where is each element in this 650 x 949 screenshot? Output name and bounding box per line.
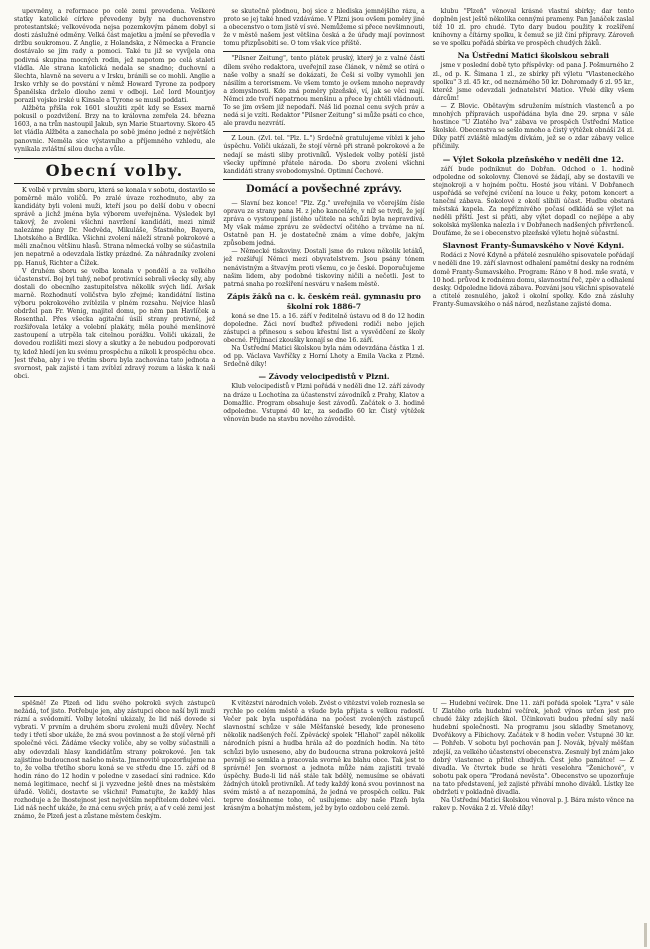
section-heading-domaci-zpravy: Domácí a povšechné zprávy. bbox=[223, 179, 424, 197]
bottom-section bbox=[14, 696, 634, 943]
article-text: upevněny, a reformace po celé zemi provedena. Veškeré statky katolické církve převedeny byly na duchovenstvo protestantské; velkovévoda nejsa pozemkovým pánem dobyl si dosti záslužné odměny. Velká část majetku a jmění se převedla v držbu soukromou. Z Anglie, z Holandska, z Německa a Francie dostávalo se jim rady a pomoci. Také tu již se vyvíjela ona podivná skupina mocných rodin, jež napotom po celá staletí vládla. Ale strana katolická nedala se snadno; duchovní a šlechta, hlavně na severu a v Irsku, bránili se co mohli. Anglie a Irsko vrhly se do povstání v němž Howard Tyrone za podpory Španělska drželo dlouho zemi v odboji. Leč lord Mountjoy porazil vojsko irské u Kinsale a Tyrone se musil poddati. bbox=[14, 8, 216, 105]
article-text: Alžběta přišla rok 1601 sloužiti zpět kdy se Essex marně pokusil o pozdvižení. Brzy na to královna zemřela 24. března 1603, a na trůn nastoupil Jakub, syn Marie Stuartovny. Skoro 45 let vládla Alžběta a zanechala po sobě jméno jedné z největších panovnic. Neměla sice výstavního a příjemného vzhledu, ale vynikala zvláštní silou ducha a vůle. bbox=[14, 105, 216, 153]
article-text: klubu "Plzeň" věnoval krásné vlastní sbírky; dar tento doplněn jest ještě několika cennými prameny. Pan Janáček zaslal též 10 zl. pro chudé. Tyto dary budou použity k rozšíření knihovny a čítárny spolku, k čemuž se již činí přípravy. Zároveň se ve spolku pořádá sbírka ve prospěch chudých žáků. bbox=[432, 8, 634, 48]
page-edge-mark bbox=[644, 923, 647, 947]
news-heading-slavnost: Slavnost Franty-Šumavského v Nové Kdyni. bbox=[442, 241, 625, 251]
news-item: Rodáci z Nové Kdyně a přátelé zesnulého spisovatele pořádají v neděli dne 19. září slavnost odhalení pamětní desky na rodném domě Franty-Šumavského. Program: Ráno v 8 hod. mše svatá, v 10 hod. průvod k rodnému domu, slavnostní řeč, zpěv a odhalení desky. Odpoledne lidová zábava. Pozváni jsou všichni spisovatelé a ctitelé zesnulého, jakož i okolní spolky. Kdo zná zásluhy Franty-Šumavského o náš národ, nezůstane zajisté doma. bbox=[432, 252, 634, 308]
article-text: spěšně! Že Plzeň od lidu svého pokroků svých zástupců nežádá, toť jisto. Potřebuje jen, aby zástupci obce naší byli muži rázní a svědomití. Volby letošní ukázaly, že lid náš dovede si vybrati. V prvním a druhém sboru zvoleni muži důvěry. Nechť tedy i třetí sbor ukáže, že zná svou povinnost a že stojí věrně při společné věci. Žádáme všecky voliče, aby se volby súčastnili a aby odevzdali hlasy kandidátům strany pokrokové. Jen tak zajistíme budoucnost našeho města. Jmenovitě upozorňujeme na to, že volba třetího sboru koná se ve středu dne 15. září od 8 hodin ráno do 12 hodin v poledne v zasedací síni radnice. Kdo nemá legitimace, nechť si ji vyzvedne ještě dnes na městském úřadě. Voliči, dostavte se všichni! Pamatujte, že každý hlas rozhoduje a že lhostejnost jest největším nepřítelem dobré věci. Lid náš nechť ukáže, že zná cenu svých práv, a ať v celé zemi jest známo, že Plzeň jest a zůstane městem českým. bbox=[14, 700, 216, 821]
news-item: Klub velocipedistů v Plzni pořádá v neděli dne 12. září závody na dráze u Lochotína za účastenství závodníků z Prahy, Klatov a Domažlic. Program obsahuje šest závodů. Začátek o 3. hodině odpoledne. Vstupné 40 kr., za sedadlo 60 kr. Čistý výtěžek věnován bude na stavbu nového závodiště. bbox=[223, 383, 425, 423]
divider bbox=[223, 131, 424, 132]
article-text: Z Loun. (Zvl. tel. "Plz. L.") Srdečně gratulujeme vítězi k jeho úspěchu. Voliči ukázali, že stojí věrně při straně pokrokové a že nedají se másti sliby protivníků. Výsledek volby potěší jistě všecky upřímné přátele národa. Do sboru zvoleni všichni kandidáti strany svobodomyslné. Optimní Čechové. bbox=[223, 135, 425, 175]
news-item: — Z Blovic. Obětavým sdružením místních vlastenců a po mnohých přípravách uspořádána byla dne 29. srpna v sále hostince "U Zlatého lva" zábava ve prospěch Ústřední Matice školské. Obecenstva se sešlo mnoho a čistý výtěžek obnáší 24 zl. Díky patří zvláště mladým dívkám, jež se o zdar zábavy velice přičinily. bbox=[432, 102, 634, 151]
article-text: Na Ústřední Matici školskou věnoval p. J. Bára místo věnce na rakev p. Nováka 2 zl. Vřelé díky! bbox=[432, 797, 634, 813]
news-item: — Slavní bez konce! "Plz. Zg." uveřejnila ve včerejším čísle opravu ze strany pana H. z jeho kanceláře, v níž se tvrdí, že její zpráva o vystoupení jistého učitele na schůzi byla nepravdivá. My však máme zprávu ze svědectví očitého a trváme na ní. Ostatně pan H. je dostatečně znám a víme dobře, jakým způsobem jedná. bbox=[223, 199, 425, 248]
news-item: Na Ústřední Matici školskou byla nám odevzdána částka 1 zl. od pp. Václava Vavříčky z Horní Lhoty a Emila Vacka z Plzně. Srdečně díky! bbox=[223, 345, 425, 369]
news-heading-vylet-sokola: — Výlet Sokola plzeňského v neděli dne 12. bbox=[442, 154, 624, 164]
column-left bbox=[14, 8, 215, 696]
news-item: září bude podniknut do Dobřan. Odchod o 1. hodině odpoledne od sokolovny. Členové se žádají, aby se dostavili ve stejnokroji a v hojném počtu. Hosté jsou vítáni. V Dobřanech uspořádá se veřejné cvičení na louce u řeky, potom koncert a taneční zábava. Sokolové z okolí slíbili účast. Hudbu obstará městská kapela. Za nepříznivého počasí odkládá se výlet na neděli příští. Jest si přáti, aby výlet dopadl co nejlépe a aby sokolská myšlenka nalezla i v Dobřanech nadšených přívrženců. Doufáme, že se i obecenstvo plzeňské výletu hojně súčastní. bbox=[432, 165, 634, 238]
bottom-column-right bbox=[433, 700, 634, 943]
article-text: "Pilsner Zeitung", tento plátek pruský, který je z valné části dílem svého redaktora, uveřejnil zase článek, v němž se otírá o naše volby a snaží se dokázati, že Češi si volby vymohli jen násilím a terorismem. Ve všem tomto je ovšem mnoho nepravdy a zlomyslnosti. Kdo zná poměry plzeňské, ví, jak se věci mají. Němci zde tvoří nepatrnou menšinu a přece by chtěli vládnouti. To se jim ovšem již nepodaří. Náš lid poznal cenu svých práv a nedá si je vzíti. Redaktor "Pilsner Zeitung" si může psáti co chce, ale pravdu nezvrátí. bbox=[223, 55, 425, 128]
news-heading-zapis: Zápis žáků na c. k. českém reál. gymnasiu pro školní rok 1886-7 bbox=[227, 291, 421, 311]
article-text: K volbě v prvním sboru, která se konala v sobotu, dostavilo se poměrně málo voličů. Po zralé úvaze rozhodnuto, aby za kandidáty byli voleni muži, kteří jsou po delší dobu v obecní správě a jichž jména byla výborem uveřejněna. Výsledek byl takový, že zvoleni všichni navržení kandidáti, mezi nimiž nalezáme pány Dr. Nedvěda, Mikuláše, Šťastného, Bayera, Lhotského a Brdlíka. Všichni zvolení náleží straně pokrokové a měli značnou většinu hlasů. Strana německá volby se súčastnila jen nepatrně a odevzdala lístky prázdné. Za náhradníky zvoleni pp. Hanuš, Richter a Čížek. bbox=[14, 186, 216, 267]
article-text: V druhém sboru se volba konala v pondělí a za velkého účastenství. Boj byl tuhý, neboť protivníci sebrali všecky síly, aby dostali do obecního zastupitelstva několik svých lidí. Avšak marně. Rozhodnutí voličstva bylo zřejmé; kandidátní listina výboru pokrokového zvítězila v plném rozsahu. Nejvíce hlasů obdržel pan Fr. Wenig, majitel domu, po něm pan Havlíček a Rosenthal. Přes všecka agitační úsilí strany protivné, jež rozšiřovala letáky a volební plakáty, měla pouhé menšinové zastoupení a utrpěla tak citelnou porážku. Voliči ukázali, že dovedou rozlišiti mezi slovy a skutky a že nebudou podporovati ty, kdož hledí jen ku svému prospěchu a nikoli k prospěchu obce. Jest třeba, aby i ve třetím sboru byla zachována tato jednota a svornost, pak zajisté i tam zvítězí zdravý rozum a láska k naší obci. bbox=[14, 267, 216, 380]
news-item: koná se dne 15. a 16. září v ředitelně ústavu od 8 do 12 hodin dopoledne. Žáci noví buďtež přivedeni rodiči nebo jejich zástupci a přinesou s sebou křestní list a vysvědčení ze školy obecné. Přijímací zkoušky konají se dne 16. září. bbox=[223, 312, 425, 345]
article-columns bbox=[14, 8, 634, 696]
section-heading-obecni-volby: Obecní volby. bbox=[14, 158, 215, 184]
column-right bbox=[433, 8, 634, 696]
news-heading-matice: Na Ústřední Matici školskou sebrali bbox=[457, 51, 610, 61]
divider bbox=[223, 51, 424, 52]
news-item: — Německé tiskoviny. Dostali jsme do rukou několik letáků, jež rozšiřují Němci mezi obyvatelstvem. Jsou psány tónem nenávistným a štvavým proti všemu, co je české. Doporučujeme našim lidem, aby podobné tiskoviny ničili a nečetli. Jest to patrná snaha po rozšíření nesváru v našem městě. bbox=[223, 248, 425, 288]
bottom-column-left bbox=[14, 700, 215, 943]
news-heading-zavody: — Závody velocipedistů v Plzni. bbox=[258, 372, 390, 382]
news-item: jsme v poslední době tyto příspěvky: od pana J. Pošmurného 2 zl., od p. K. Šimana 1 zl., ze sbírky při výletu "Vlasteneckého spolku" 3 zl. 45 kr., od neznámého 50 kr. Dohromady 6 zl. 95 kr., kteréž jsme odevzdali jednatelství Matice. Vřelé díky všem dárcům! bbox=[432, 62, 634, 102]
article-text: K vítězství národních voleb. Zvěst o vítězství voleb roznesla se rychle po celém městě a všude byla přijata s velkou radostí. Večer pak byla uspořádána na počest zvolených zástupců slavnostní schůze v sále Měšťanské besedy, kde proneseno několik nadšených řečí. Zpěvácký spolek "Hlahol" zapěl několik národních písní a hudba hrála až do pozdních hodin. Na této schůzi bylo usneseno, aby do budoucna strana pokroková ještě pevněji se semkla a pracovala svorně ku blahu obce. Tak jest to správné! Jen svornost a jednota může nám zajistiti trvalé úspěchy. Bude-li lid náš stále tak bdělý, nemusíme se obávati žádných útoků protivníků. Ať tedy každý koná svou povinnost na svém místě a ať nezapomíná, že jedná ve prospěch celku. Pak teprve dosáhneme toho, oč usilujeme: aby naše Plzeň byla krásným a bohatým městem, jež by bylo ozdobou celé země. bbox=[223, 700, 425, 813]
column-middle bbox=[223, 8, 424, 696]
article-text: — Hudební večírek. Dne 11. září pořádá spolek "Lyra" v sále U Zlatého orla hudební večírek, jehož výnos určen jest pro chudé žáky zdejších škol. Účinkovati budou přední síly naší hudební společnosti. Na programu jsou skladby Smetanovy, Dvořákovy a Fibichovy. Začátek v 8 hodin večer. Vstupné 30 kr. — Pohřeb. V sobotu byl pochován pan J. Novák, bývalý měšťan zdejší, za velkého účastenství obecenstva. Zesnulý byl znám jako dobrý vlastenec a přítel chudých. Čest jeho památce! — Z divadla. Ve čtvrtek bude se hráti veselohra "Ženichové", v sobotu pak opera "Prodaná nevěsta". Obecenstvo se upozorňuje na tato představení, jež zajisté přivábí mnoho diváků. Lístky lze obdržeti v pokladně divadla. bbox=[432, 700, 634, 797]
article-text: se skutečně plodnou, boj sice z hlediska jemnějšího rázu, a proto se jej také hned vzdáváme. V Plzni jsou ovšem poměry jiné a obecenstvo o tom jistě ví své. Nemůžeme si přece nevšimnouti, že v městě našem jest většina česká a že úřady mají povinnost tomu přizpůsobiti se. O tom však více příště. bbox=[223, 8, 425, 48]
bottom-column-middle bbox=[223, 700, 424, 943]
